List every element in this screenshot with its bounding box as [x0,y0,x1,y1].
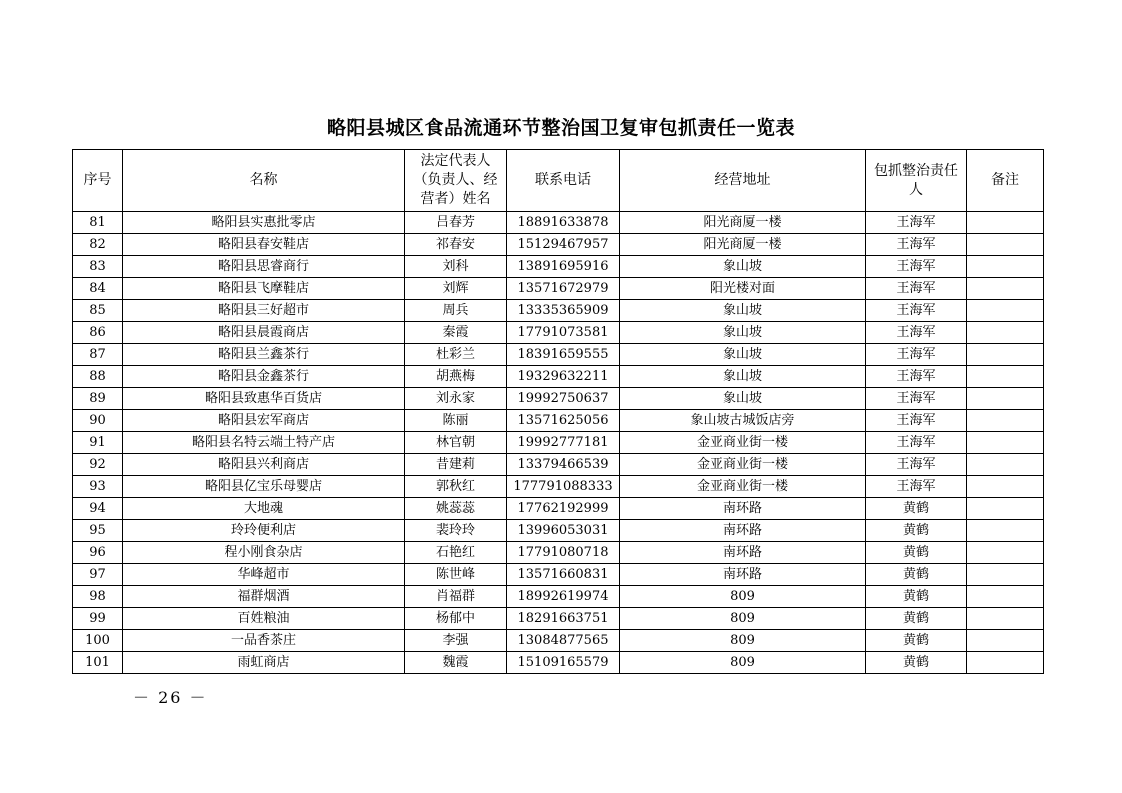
cell-phone: 13571625056 [507,410,620,432]
cell-responsible: 王海军 [866,454,967,476]
header-legal-rep: 法定代表人（负责人、经营者）姓名 [405,150,507,212]
cell-responsible: 王海军 [866,410,967,432]
cell-responsible: 王海军 [866,322,967,344]
cell-address: 金亚商业街一楼 [620,432,866,454]
table-row [73,652,1044,674]
cell-name: 雨虹商店 [123,652,405,674]
table-row [73,520,1044,542]
cell-index: 101 [73,652,123,674]
cell-responsible: 黄鹤 [866,586,967,608]
header-address: 经营地址 [620,150,866,212]
cell-remarks [967,256,1044,278]
cell-address: 象山坡 [620,322,866,344]
cell-legal-rep: 刘辉 [405,278,507,300]
cell-index: 96 [73,542,123,564]
cell-legal-rep: 刘科 [405,256,507,278]
header-phone: 联系电话 [507,150,620,212]
cell-responsible: 黄鹤 [866,520,967,542]
table-row [73,432,1044,454]
cell-phone: 19992777181 [507,432,620,454]
table-row [73,630,1044,652]
cell-index: 94 [73,498,123,520]
cell-name: 略阳县亿宝乐母婴店 [123,476,405,498]
cell-name: 大地魂 [123,498,405,520]
cell-responsible: 王海军 [866,366,967,388]
cell-legal-rep: 李强 [405,630,507,652]
cell-responsible: 王海军 [866,432,967,454]
cell-phone: 13084877565 [507,630,620,652]
cell-responsible: 王海军 [866,256,967,278]
cell-address: 象山坡 [620,256,866,278]
cell-responsible: 黄鹤 [866,542,967,564]
cell-address: 象山坡 [620,388,866,410]
cell-legal-rep: 林官朝 [405,432,507,454]
cell-index: 97 [73,564,123,586]
cell-name: 略阳县兴利商店 [123,454,405,476]
cell-remarks [967,278,1044,300]
cell-index: 90 [73,410,123,432]
cell-address: 象山坡 [620,366,866,388]
cell-name: 略阳县春安鞋店 [123,234,405,256]
cell-remarks [967,344,1044,366]
table-row [73,608,1044,630]
page-number: － 26 － [133,688,208,707]
cell-address: 809 [620,652,866,674]
cell-remarks [967,564,1044,586]
cell-legal-rep: 秦霞 [405,322,507,344]
cell-name: 华峰超市 [123,564,405,586]
cell-address: 金亚商业街一楼 [620,454,866,476]
cell-phone: 13571660831 [507,564,620,586]
cell-remarks [967,586,1044,608]
cell-phone: 13571672979 [507,278,620,300]
table-row [73,498,1044,520]
cell-name: 略阳县思睿商行 [123,256,405,278]
cell-address: 阳光商厦一楼 [620,212,866,234]
cell-name: 玲玲便利店 [123,520,405,542]
cell-legal-rep: 吕春芳 [405,212,507,234]
header-responsible: 包抓整治责任人 [866,150,967,212]
cell-index: 91 [73,432,123,454]
cell-legal-rep: 裴玲玲 [405,520,507,542]
page-title: 略阳县城区食品流通环节整治国卫复审包抓责任一览表 [326,117,795,139]
cell-legal-rep: 杜彩兰 [405,344,507,366]
cell-responsible: 王海军 [866,476,967,498]
cell-address: 南环路 [620,498,866,520]
table-row [73,388,1044,410]
table-row [73,366,1044,388]
cell-phone: 18291663751 [507,608,620,630]
table-row [73,234,1044,256]
cell-remarks [967,608,1044,630]
cell-address: 象山坡 [620,344,866,366]
cell-remarks [967,234,1044,256]
cell-responsible: 黄鹤 [866,630,967,652]
cell-remarks [967,520,1044,542]
cell-index: 83 [73,256,123,278]
cell-remarks [967,652,1044,674]
cell-name: 略阳县金鑫茶行 [123,366,405,388]
table-row [73,410,1044,432]
cell-remarks [967,322,1044,344]
cell-phone: 18891633878 [507,212,620,234]
cell-address: 南环路 [620,520,866,542]
cell-remarks [967,432,1044,454]
cell-index: 84 [73,278,123,300]
cell-phone: 13379466539 [507,454,620,476]
cell-name: 程小刚食杂店 [123,542,405,564]
cell-responsible: 黄鹤 [866,652,967,674]
cell-legal-rep: 昔建莉 [405,454,507,476]
table-row [73,212,1044,234]
cell-address: 阳光商厦一楼 [620,234,866,256]
table-row [73,476,1044,498]
cell-index: 88 [73,366,123,388]
cell-phone: 17791080718 [507,542,620,564]
cell-phone: 17762192999 [507,498,620,520]
cell-name: 略阳县宏军商店 [123,410,405,432]
cell-name: 福群烟酒 [123,586,405,608]
cell-address: 809 [620,608,866,630]
cell-index: 89 [73,388,123,410]
cell-responsible: 王海军 [866,212,967,234]
cell-address: 809 [620,586,866,608]
cell-name: 略阳县致惠华百货店 [123,388,405,410]
table-row [73,322,1044,344]
responsibility-table [72,149,1044,674]
cell-index: 95 [73,520,123,542]
cell-phone: 18992619974 [507,586,620,608]
cell-phone: 13335365909 [507,300,620,322]
cell-legal-rep: 魏霞 [405,652,507,674]
cell-phone: 17791073581 [507,322,620,344]
cell-name: 略阳县晨霞商店 [123,322,405,344]
cell-remarks [967,498,1044,520]
table-row [73,256,1044,278]
cell-name: 百姓粮油 [123,608,405,630]
cell-index: 93 [73,476,123,498]
cell-remarks [967,454,1044,476]
cell-index: 98 [73,586,123,608]
cell-address: 南环路 [620,564,866,586]
cell-legal-rep: 肖福群 [405,586,507,608]
header-name: 名称 [123,150,405,212]
cell-remarks [967,366,1044,388]
table-row [73,300,1044,322]
cell-phone: 15109165579 [507,652,620,674]
cell-name: 略阳县实惠批零店 [123,212,405,234]
cell-legal-rep: 刘永家 [405,388,507,410]
cell-phone: 15129467957 [507,234,620,256]
cell-legal-rep: 姚蕊蕊 [405,498,507,520]
cell-legal-rep: 周兵 [405,300,507,322]
cell-remarks [967,300,1044,322]
cell-responsible: 黄鹤 [866,608,967,630]
cell-phone: 13996053031 [507,520,620,542]
cell-responsible: 王海军 [866,388,967,410]
cell-phone: 177791088333 [507,476,620,498]
cell-name: 略阳县三好超市 [123,300,405,322]
cell-legal-rep: 陈丽 [405,410,507,432]
cell-phone: 13891695916 [507,256,620,278]
cell-responsible: 王海军 [866,344,967,366]
cell-responsible: 黄鹤 [866,564,967,586]
cell-index: 87 [73,344,123,366]
cell-name: 略阳县飞摩鞋店 [123,278,405,300]
cell-remarks [967,410,1044,432]
cell-address: 象山坡 [620,300,866,322]
cell-address: 象山坡古城饭店旁 [620,410,866,432]
cell-address: 金亚商业街一楼 [620,476,866,498]
cell-index: 99 [73,608,123,630]
cell-legal-rep: 胡燕梅 [405,366,507,388]
cell-remarks [967,630,1044,652]
cell-index: 81 [73,212,123,234]
cell-address: 南环路 [620,542,866,564]
cell-legal-rep: 祁春安 [405,234,507,256]
table-row [73,586,1044,608]
table-row [73,542,1044,564]
table-row [73,278,1044,300]
cell-legal-rep: 陈世峰 [405,564,507,586]
table-row [73,564,1044,586]
cell-remarks [967,542,1044,564]
cell-remarks [967,388,1044,410]
cell-remarks [967,212,1044,234]
table-header-row [73,150,1044,212]
cell-name: 一品香茶庄 [123,630,405,652]
cell-name: 略阳县兰鑫茶行 [123,344,405,366]
cell-responsible: 黄鹤 [866,498,967,520]
cell-address: 阳光楼对面 [620,278,866,300]
table-row [73,344,1044,366]
cell-index: 82 [73,234,123,256]
cell-index: 85 [73,300,123,322]
table-body [73,212,1044,674]
cell-index: 100 [73,630,123,652]
cell-name: 略阳县名特云端土特产店 [123,432,405,454]
table-row [73,454,1044,476]
header-remarks: 备注 [967,150,1044,212]
cell-phone: 18391659555 [507,344,620,366]
cell-responsible: 王海军 [866,234,967,256]
cell-legal-rep: 郭秋红 [405,476,507,498]
cell-phone: 19329632211 [507,366,620,388]
cell-index: 86 [73,322,123,344]
cell-legal-rep: 杨郁中 [405,608,507,630]
header-index: 序号 [73,150,123,212]
cell-phone: 19992750637 [507,388,620,410]
cell-legal-rep: 石艳红 [405,542,507,564]
cell-responsible: 王海军 [866,278,967,300]
cell-responsible: 王海军 [866,300,967,322]
cell-index: 92 [73,454,123,476]
cell-address: 809 [620,630,866,652]
cell-remarks [967,476,1044,498]
